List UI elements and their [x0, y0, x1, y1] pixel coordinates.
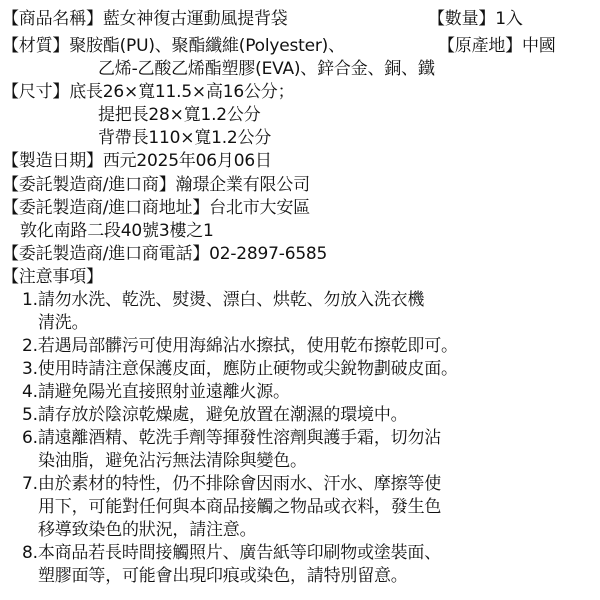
material-row	[2, 35, 345, 57]
note-line: 5.請存放於陰涼乾燥處，避免放置在潮濕的環境中。	[22, 405, 408, 425]
manufacture-date-row	[2, 150, 272, 172]
note-line: 7.由於素材的特性，仍不排除會因雨水、汗水、摩擦等使	[22, 474, 442, 494]
note-line: 移導致染色的狀況，請注意。	[38, 520, 257, 540]
phone-value: 02-2897-6585	[209, 244, 328, 264]
note-line: 用下，可能對任何與本商品接觸之物品或衣料，發生色	[38, 497, 442, 517]
origin-label: 【原產地】	[438, 36, 522, 56]
size-value-line1: 底長26×寬11.5×高16公分；	[69, 82, 295, 102]
size-value-line3: 背帶長110×寬1.2公分	[98, 128, 272, 148]
size-row	[2, 81, 294, 103]
manufacturer-row	[2, 174, 310, 196]
size-value-line2: 提把長28×寬1.2公分	[98, 105, 261, 125]
note-line: 1.請勿水洗、乾洗、熨燙、漂白、烘乾、勿放入洗衣機	[22, 290, 425, 310]
manufacture-date-value: 西元2025年06月06日	[102, 151, 272, 171]
note-line: 塑膠面等，可能會出現印痕或染色，請特別留意。	[38, 566, 408, 586]
quantity-row	[428, 8, 523, 30]
material-value-line2: 乙烯-乙酸乙烯酯塑膠(EVA)、鋅合金、銅、鐵	[98, 59, 435, 79]
manufacturer-label: 【委託製造商/進口商】	[2, 175, 176, 195]
address-label: 【委託製造商/進口商地址】	[2, 198, 210, 218]
address-value-line1: 台北市大安區	[209, 198, 310, 218]
product-name-row	[2, 8, 288, 30]
origin-value: 中國	[522, 36, 556, 56]
quantity-value: 1入	[495, 9, 523, 29]
address-row	[2, 197, 310, 219]
quantity-label: 【數量】	[428, 9, 496, 29]
note-line: 6.請遠離酒精、乾洗手劑等揮發性溶劑與護手霜，切勿沾	[22, 428, 442, 448]
origin-row	[438, 35, 556, 57]
manufacturer-value: 瀚璟企業有限公司	[175, 175, 310, 195]
note-line: 2.若遇局部髒污可使用海綿沾水擦拭，使用乾布擦乾即可。	[22, 336, 458, 356]
material-label: 【材質】	[2, 36, 70, 56]
note-line: 3.使用時請注意保護皮面，應防止硬物或尖銳物劃破皮面。	[22, 359, 458, 379]
product-name-value: 藍女神復古運動風提背袋	[102, 9, 288, 29]
note-line: 染油脂，避免沾污無法清除與變色。	[38, 451, 307, 471]
notes-heading: 【注意事項】	[2, 267, 103, 287]
phone-label: 【委託製造商/進口商電話】	[2, 244, 210, 264]
size-label: 【尺寸】	[2, 82, 70, 102]
note-line: 8.本商品若長時間接觸照片、廣告紙等印刷物或塗裝面、	[22, 543, 442, 563]
product-name-label: 【商品名稱】	[2, 9, 103, 29]
manufacture-date-label: 【製造日期】	[2, 151, 103, 171]
note-line: 4.請避免陽光直接照射並遠離火源。	[22, 382, 290, 402]
address-value-line2: 敦化南路二段40號3樓之1	[20, 221, 214, 241]
material-value-line1: 聚胺酯(PU)、聚酯纖維(Polyester)、	[69, 36, 345, 56]
note-line: 清洗。	[38, 313, 89, 333]
phone-row	[2, 243, 327, 265]
